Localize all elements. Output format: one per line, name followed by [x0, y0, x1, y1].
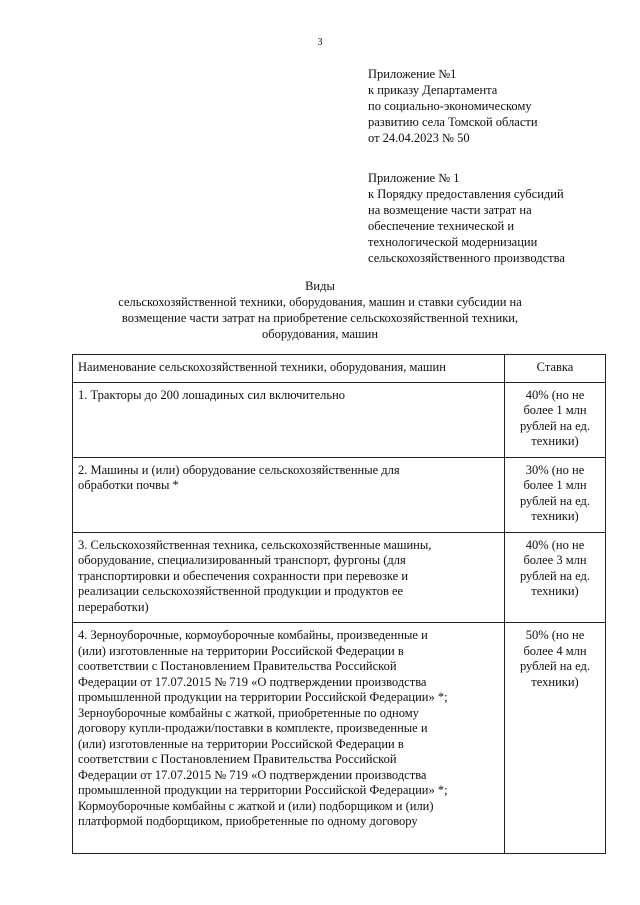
table-header-row — [73, 355, 606, 383]
equipment-name-line: 1. Тракторы до 200 лошадиных сил включительно — [78, 387, 346, 402]
rate-line: техники) — [531, 434, 579, 448]
rate-line: рублей на ед. — [519, 493, 591, 508]
table-row — [73, 623, 606, 854]
equipment-name-line: соответствии с Постановлением Правительства Российской — [78, 752, 397, 766]
equipment-name-line: переработки) — [78, 599, 149, 614]
equipment-name-line: промышленной продукции на территории Российской Федерации» *; — [78, 783, 448, 797]
equipment-name-cell — [73, 382, 505, 457]
annex-procedure-line: Приложение № 1 — [368, 171, 460, 185]
rate-line: более 1 млн — [523, 403, 587, 417]
equipment-name-line: промышленной продукции на территории Российской Федерации» *; — [78, 690, 448, 704]
rate-line: 40% (но не — [525, 387, 585, 402]
equipment-name-line: (или) изготовленные на территории Российской Федерации в — [78, 736, 404, 751]
annex-order-line: к приказу Департамента — [368, 83, 498, 97]
annex-procedure-line: обеспечение технической и — [368, 219, 515, 233]
annex-procedure-line: технологической модернизации — [368, 235, 538, 249]
annex-procedure-block — [368, 170, 628, 266]
column-header-name: Наименование сельскохозяйственной техники, оборудования, машин — [73, 355, 505, 383]
table-row — [73, 382, 606, 457]
annex-order-block — [368, 66, 628, 146]
rate-line: техники) — [531, 509, 579, 523]
rate-line: 30% (но не — [525, 462, 585, 477]
rate-line: техники) — [531, 584, 579, 598]
rate-line: 40% (но не — [525, 537, 585, 552]
table-row — [73, 532, 606, 623]
equipment-name-line: 3. Сельскохозяйственная техника, сельскохозяйственные машины, — [78, 537, 432, 552]
annex-order-line: по социально-экономическому — [368, 99, 532, 113]
equipment-name-line: соответствии с Постановлением Правительства Российской — [78, 659, 397, 673]
equipment-name-line: транспортировки и обеспечения сохранности при перевозке и — [78, 568, 409, 583]
rate-line: более 4 млн — [523, 643, 587, 658]
rate-cell — [505, 532, 606, 623]
equipment-name-line: Кормоуборочные комбайны с жаткой и (или) подборщиком и (или) — [78, 798, 434, 813]
annex-order-line: Приложение №1 — [368, 67, 457, 81]
annex-procedure-line: сельскохозяйственного производства — [368, 251, 565, 265]
subsidy-rates-table — [72, 354, 606, 854]
rate-line: более 1 млн — [523, 478, 587, 492]
equipment-name-cell — [73, 532, 505, 623]
rate-cell — [505, 457, 606, 532]
title-line: сельскохозяйственной техники, оборудования, машин и ставки субсидии на — [118, 295, 522, 309]
table-row — [73, 457, 606, 532]
annex-procedure-line: к Порядку предоставления субсидий — [368, 187, 564, 201]
rate-line: рублей на ед. — [519, 418, 591, 433]
equipment-name-line: Зерноуборочные комбайны с жаткой, приобретенные по одному — [78, 705, 419, 720]
rate-cell — [505, 623, 606, 854]
document-title — [60, 278, 580, 342]
equipment-name-line: Федерации от 17.07.2015 № 719 «О подтверждении производства — [78, 767, 427, 782]
equipment-name-line: реализации сельскохозяйственной продукции и продуктов ее — [78, 584, 404, 598]
column-header-rate: Ставка — [505, 355, 606, 383]
equipment-name-line: Федерации от 17.07.2015 № 719 «О подтверждении производства — [78, 674, 427, 689]
equipment-name-cell — [73, 623, 505, 854]
equipment-name-line: 2. Машины и (или) оборудование сельскохозяйственные для — [78, 462, 400, 477]
title-line: оборудования, машин — [261, 327, 379, 341]
rate-line: более 3 млн — [523, 553, 587, 567]
rate-line: рублей на ед. — [519, 659, 591, 673]
annex-order-line: развитию села Томской области — [368, 115, 538, 129]
equipment-name-line: договору купли-продажи/поставки в комплекте, произведенные и — [78, 721, 428, 735]
equipment-name-cell — [73, 457, 505, 532]
equipment-name-line: 4. Зерноуборочные, кормоуборочные комбайны, произведенные и — [78, 628, 428, 642]
annex-procedure-line: на возмещение части затрат на — [368, 203, 532, 217]
equipment-name-line: обработки почвы * — [78, 478, 179, 492]
rate-cell — [505, 382, 606, 457]
page-number: 3 — [317, 37, 323, 48]
equipment-name-line: оборудование, специализированный транспорт, фургоны (для — [78, 553, 406, 567]
title-line: Виды — [305, 279, 335, 293]
rate-line: 50% (но не — [525, 628, 585, 642]
rate-line: техники) — [531, 674, 579, 689]
title-line: возмещение части затрат на приобретение сельскохозяйственной техники, — [121, 311, 519, 325]
equipment-name-line: (или) изготовленные на территории Российской Федерации в — [78, 643, 404, 658]
equipment-name-line: платформой подборщиком, приобретенные по одному договору — [78, 814, 418, 828]
rate-line: рублей на ед. — [519, 568, 591, 583]
annex-order-line: от 24.04.2023 № 50 — [368, 131, 470, 145]
